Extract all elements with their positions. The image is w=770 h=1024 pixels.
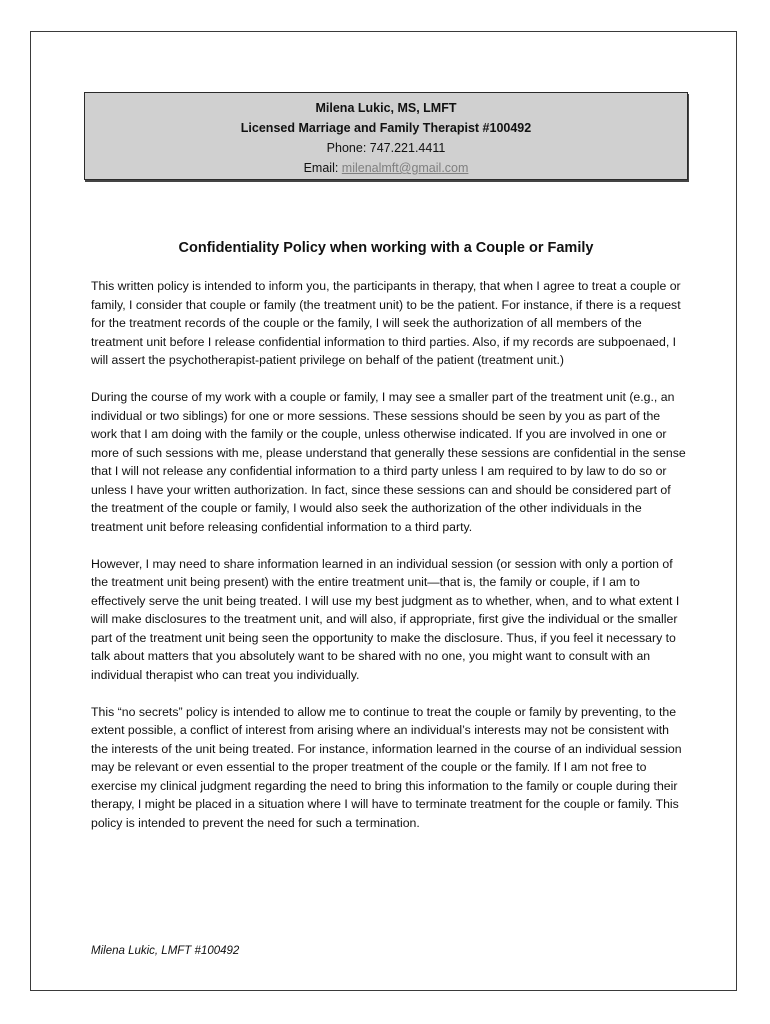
email-line	[85, 158, 687, 178]
document-body	[91, 277, 687, 851]
footer-signature: Milena Lukic, LMFT #100492	[91, 945, 240, 957]
letterhead-box	[84, 92, 688, 180]
paragraph: However, I may need to share information learned in an individual session (or session with only a portion of the treatment unit being present) with the entire treatment unit—that is, the family or couple, if I am to effectively serve the unit being treated. I will use my best judgment as to whether, when, and to what extent I will make disclosures to the treatment unit, and will also, if appropriate, first give the individual or the smaller part of the treatment unit being seen the opportunity to make the disclosure. Thus, if you feel it necessary to talk about matters that you absolutely want to be shared with no one, you might want to consult with an individual therapist who can treat you individually.	[91, 556, 680, 682]
paragraph: This written policy is intended to inform you, the participants in therapy, that when I agree to treat a couple or family, I consider that couple or family (the treatment unit) to be the patient. For instance, if there is a request for the treatment records of the couple or the family, I will seek the authorization of all members of the treatment unit before I release confidential information to third parties. Also, if my records are subpoenaed, I will assert the psychotherapist-patient privilege on behalf of the patient (treatment unit.)	[91, 279, 681, 367]
email-label: Email:	[303, 161, 342, 175]
email-link[interactable]: milenalmft@gmail.com	[341, 161, 469, 175]
therapist-name: Milena Lukic, MS, LMFT	[315, 101, 457, 115]
document-title: Confidentiality Policy when working with a Couple or Family	[178, 240, 594, 256]
license-line: Licensed Marriage and Family Therapist #100492	[240, 121, 532, 135]
phone-line: Phone: 747.221.4411	[326, 141, 446, 155]
paragraph: This “no secrets” policy is intended to allow me to continue to treat the couple or family by preventing, to the extent possible, a conflict of interest from arising where an individual’s interests may not be consistent with the interests of the unit being treated. For instance, information learned in the course of an individual session may be relevant or even essential to the proper treatment of the couple or the family. If I am not free to exercise my clinical judgment regarding the need to bring this information to the family or couple during their therapy, I might be placed in a situation where I will have to terminate treatment for the couple or family. This policy is intended to prevent the need for such a termination.	[91, 704, 682, 830]
paragraph: During the course of my work with a couple or family, I may see a smaller part of the treatment unit (e.g., an individual or two siblings) for one or more sessions. These sessions should be seen by you as part of the work that I am doing with the family or the couple, unless otherwise indicated. If you are involved in one or more of such sessions with me, please understand that generally these sessions are confidential in the sense that I will not release any confidential information to a third party unless I am required to by law to do so or unless I have your written authorization. In fact, since these sessions can and should be considered part of the treatment of the couple or family, I would also seek the authorization of the other individuals in the treatment unit before releasing confidential information to a third party.	[91, 390, 686, 534]
